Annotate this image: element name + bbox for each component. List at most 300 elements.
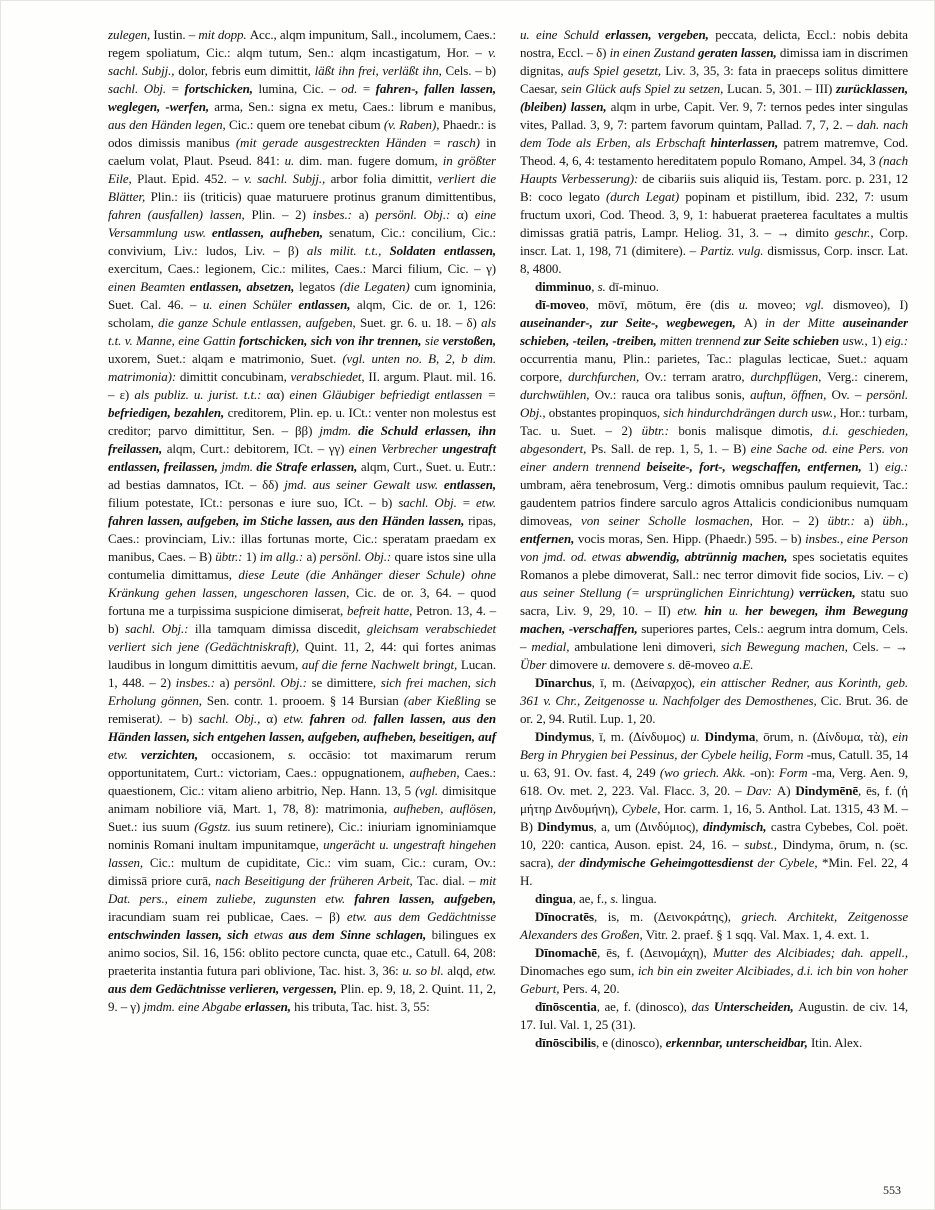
text-segment: a) (219, 675, 235, 690)
text-segment: od. (351, 711, 374, 726)
text-segment: dingua (535, 891, 573, 906)
text-segment: sich hindurchdrängen durch usw., (663, 405, 840, 420)
text-segment: Plin. ep. 9, 18, 2. Quint. 11, 2, 9. – γ) (108, 981, 496, 1014)
entry-dinoscentia (520, 998, 908, 1034)
text-segment: Cels. – → (852, 639, 908, 654)
text-segment: in größter Eile, (108, 153, 496, 186)
text-segment: geschr., (834, 225, 880, 240)
text-segment: quare istos sine ulla contumelia dimittamus, (108, 549, 496, 582)
text-segment: , mōvī, mōtum, ēre (dis (585, 297, 739, 312)
text-segment: sachl. Obj.: (125, 621, 195, 636)
text-segment: s. (597, 279, 609, 294)
text-segment: aufheben, (409, 765, 465, 780)
text-segment: Cic.: multum de cupiditate, Cic.: vim suam, Cic.: curam, Ov.: dimissā priore curā, (108, 855, 497, 888)
text-segment: bilingues ex animo socios, Sil. 16, 156: oblito pectore cuncta, quae etc., Catull. 64, 208: praeterita instantia futura pari oblivione, Tac. hist. 3, 36: (108, 927, 496, 978)
text-segment: ich bin ein zweiter Alcibiades, d.i. ich bin von hoher Geburt, (520, 963, 908, 996)
text-segment: , e (dinosco), (595, 1035, 666, 1050)
text-segment: ein Berg in Phrygien bei Pessinus, der Cybele heilig, Form (520, 729, 908, 762)
text-segment: persönl. Obj.: (375, 207, 457, 222)
text-segment: erkennbar, unterscheidbar, (665, 1035, 811, 1050)
text-segment: in einen Zustand (609, 45, 698, 60)
text-segment: peccata, delicta, Eccl.: nobis debita nostra, Eccl. – δ) (520, 27, 908, 60)
text-segment: Partiz. vulg. (700, 243, 768, 258)
text-segment: das (691, 999, 714, 1014)
text-segment: ambulatione leni dimoveri, (574, 639, 721, 654)
text-segment: vocis moras, Sen. Hipp. (Phaedr.) 595. – b) (577, 531, 806, 546)
text-segment: persönl. Obj.: (319, 549, 395, 564)
text-segment: dī-minuo. (608, 279, 659, 294)
text-segment: Dindyma, ōrum, n. (sc. sacra), (520, 837, 909, 870)
text-segment: im allg.: (259, 549, 307, 564)
text-segment: alqm, Cic. de or. 1, 126: scholam, (108, 297, 497, 330)
text-segment: occasionem, (211, 747, 288, 762)
text-segment: etwas (253, 927, 289, 942)
text-segment: dimovere (549, 657, 601, 672)
text-segment: cum ignominia, Suet. Cal. 46. – (108, 279, 496, 312)
text-segment: creditorem, Plin. ep. u. ICt.: venter non molestus est creditor; parvo dimittitur, Sen. – ββ) (108, 405, 496, 438)
text-segment: αα) (266, 387, 290, 402)
text-segment: Hor.: turbam, Tac. u. Suet. – 2) (520, 405, 909, 438)
text-segment: *Min. Fel. 22, 4 H. (520, 855, 909, 888)
text-segment: ungerächt u. ungestraft hingehen lassen, (108, 837, 496, 870)
text-segment: od. (341, 81, 363, 96)
text-segment: Dindymus (537, 819, 594, 834)
text-segment: u. (728, 603, 746, 618)
text-segment: Soldaten entlassen, (389, 243, 496, 258)
text-segment: Dīnomachē (535, 945, 597, 960)
text-segment: lumina, Cic. – (258, 81, 342, 96)
text-segment: beiseite-, fort-, wegschaffen, entfernen, (646, 459, 869, 474)
text-segment: Ov.: rauca ora talibus sonis, (594, 387, 751, 402)
text-segment: de cibariis suis aliquid iis, Testam. porc. p. 231, 12 B: coco legato (520, 171, 908, 204)
text-segment: sie (424, 333, 443, 348)
text-segment: se remiserat (108, 693, 497, 726)
text-segment: se dimittere, (311, 675, 381, 690)
text-segment: Dindymēnē (795, 783, 859, 798)
entry-dinocrates (520, 908, 908, 944)
text-segment: sachl. Obj. (398, 495, 463, 510)
text-segment: jmd. aus seiner Gewalt usw. (284, 477, 444, 492)
text-segment: befriedigen, bezahlen, (108, 405, 228, 420)
text-segment: bonis malisque dimotis, (678, 423, 823, 438)
text-segment: ripas, Caes.: provinciam, Liv.: illas fortunas morte, Cic.: speratam praedam ex manibus, Caes. – B) (108, 513, 496, 564)
text-segment: befreit hatte, (346, 603, 417, 618)
text-segment: exercitum, Caes.: legionem, Cic.: milites, Caes.: Marci filium, Cic. – γ) (108, 261, 496, 276)
text-segment: eine Versammlung usw. (108, 207, 496, 240)
text-segment: durchpflügen, (750, 369, 828, 384)
text-segment: insbes.: (312, 207, 359, 222)
text-segment: (die Legaten) (339, 279, 415, 294)
text-segment: dīnōscentia (535, 999, 597, 1014)
text-segment: diese Leute (die Anhänger dieser Schule) ohne Kränkung gehen lassen, ungeschoren lassen, (108, 567, 496, 600)
text-segment: dimissa iam in discrimen dignitas, (520, 45, 908, 78)
text-segment: Corp. inscr. Lat. 1, 198, 71 (dimitere). – (520, 225, 908, 258)
text-segment: Dīnarchus (535, 675, 592, 690)
text-segment: fahren (ausfallen) lassen, (108, 207, 252, 222)
text-segment: hinterlassen, (710, 135, 784, 150)
text-segment: usw., (842, 333, 872, 348)
text-segment: übtr.: (827, 513, 864, 528)
text-segment: , (591, 279, 598, 294)
text-segment: läßt ihn frei, verläßt ihn, (314, 63, 446, 78)
text-segment: Augustin. de civ. 14, 17. Iul. Val. 1, 25 (31). (520, 999, 908, 1032)
text-segment: Caes.: quaestionem, Cic.: vitam alieno arbitrio, Nep. Hann. 13, 5 (108, 765, 496, 798)
text-segment: fahren lassen, aufgeben, (354, 891, 497, 906)
text-segment: aus dem Gedächtnisse verlieren, vergessen, (108, 981, 341, 996)
text-segment: Itin. Alex. (810, 1035, 863, 1050)
text-segment: a) (358, 207, 376, 222)
text-segment: Dīnocratēs (535, 909, 594, 924)
text-segment: Dinomaches ego sum, (520, 963, 638, 978)
text-segment: dindymisch, (702, 819, 771, 834)
text-segment: fortschicken, (184, 81, 259, 96)
text-segment: Über (520, 657, 550, 672)
text-segment: alqm, Curt.: debitorem, ICt. – γγ) (166, 441, 349, 456)
text-segment: illa tamquam dimissa discedit, (194, 621, 367, 636)
text-segment: Suet. gr. 6. u. 18. – δ) (360, 315, 482, 330)
text-segment: verstoßen, (442, 333, 496, 348)
text-segment: zurücklassen, (bleiben) lassen, (520, 81, 908, 114)
text-segment: entfernen, (520, 531, 578, 546)
entry-dimitto-continuation (108, 26, 496, 1016)
text-segment: = (462, 495, 477, 510)
text-segment: etw. (283, 711, 310, 726)
text-segment: entlassen, (298, 297, 357, 312)
text-segment: medial, (531, 639, 575, 654)
text-segment: – b) (169, 711, 199, 726)
text-segment: mit dopp. (198, 27, 250, 42)
text-segment: Lucan. 5, 301. – III) (726, 81, 836, 96)
text-segment: (vgl. unten no. B, 2, b dim. matrimonia): (108, 351, 496, 384)
text-segment: nach Beseitigung der früheren Arbeit, (215, 873, 417, 888)
text-segment: (mit gerade ausgestreckten Händen = rasch) (235, 135, 487, 150)
text-segment: arbor folia dimittit, (330, 171, 438, 186)
text-segment: jmdm. (221, 459, 257, 474)
text-segment: der (558, 855, 580, 870)
text-segment: a) (306, 549, 320, 564)
text-segment: (aber Kießling (403, 693, 486, 708)
entry-dinarchus (520, 674, 908, 728)
text-segment: legatos (298, 279, 340, 294)
entry-dindymus (520, 728, 908, 890)
text-segment: dimminuo (535, 279, 592, 294)
text-segment: hin (704, 603, 729, 618)
text-segment: ius suum retinere), Cic.: iniuriam ignominiamque nominis Romani inultam impunitamque, (108, 819, 496, 852)
text-segment: castra Cybebes, Col. poët. 10, 220: cantica, Auson. epist. 24, 16. – (520, 819, 908, 852)
text-segment: Ps. Sall. de rep. 1, 5, 1. – B) (591, 441, 751, 456)
text-segment: dindymische Geheimgottesdienst (579, 855, 758, 870)
text-segment: auseinander schieben, -teilen, -treiben, (520, 315, 909, 348)
text-segment: in caelum volat, Plaut. Pseud. 841: (108, 135, 496, 168)
text-segment: übh., (882, 513, 908, 528)
text-segment: Unterscheiden, (713, 999, 799, 1014)
text-segment: (vgl. (415, 783, 443, 798)
text-segment: Sen. contr. 1. prooem. § 14 Bursian (206, 693, 404, 708)
text-segment: subst., (744, 837, 783, 852)
text-segment: spes societatis equites Romanos a plebe dimoverat, Sall.: nec terror dimovit fide socios, Liv. – c) (520, 549, 908, 582)
text-segment: abwendig, abtrünnig machen, (626, 549, 793, 564)
text-segment: Liv. 3, 35, 3: fata in praeceps solitus dimittere Caesar, (520, 63, 908, 96)
column-left (108, 26, 496, 1052)
text-segment: verrücken, (799, 585, 861, 600)
text-segment: s. (667, 657, 679, 672)
text-segment: etw. (677, 603, 705, 618)
text-segment: α) (266, 711, 284, 726)
text-segment: senatum, Cic.: concilium, Cic.: convivium, Liv.: ludos, Liv. – β) (108, 225, 497, 258)
text-segment: occurrentia manu, Plin.: parietes, Tac.: plagulas lecticae, Suet.: aquam corpore, (520, 351, 908, 384)
text-segment: sachl. Obj. (108, 81, 172, 96)
text-segment: u. (738, 297, 758, 312)
text-segment: arma, Sen.: signa ex metu, Caes.: librum e manibus, (214, 99, 496, 114)
text-segment: Verg.: cinerem, (827, 369, 908, 384)
text-segment: aus dem Sinne schlagen, (288, 927, 432, 942)
text-columns (108, 26, 908, 1052)
text-segment: erlassen, vergeben, (605, 27, 716, 42)
text-segment: sein Glück aufs Spiel zu setzen, (561, 81, 727, 96)
text-segment: obstantes propinquos, (548, 405, 664, 420)
column-right (520, 26, 908, 1052)
text-segment: jmdm. eine Abgabe (143, 999, 245, 1014)
entry-di-moveo (520, 296, 908, 674)
text-segment: Quint. 11, 2, 44: qui fortes animas laudibus in longum dimittitis aevum, (108, 639, 496, 672)
text-segment: Dindyma (704, 729, 756, 744)
text-segment: durchfurchen, (568, 369, 646, 384)
text-segment: iracundiam suam rei publicae, Caes. – β) (108, 909, 347, 924)
entry-dimminuo (520, 278, 908, 296)
text-segment: sich frei machen, sich Erholung gönnen, (108, 675, 497, 708)
text-segment: jmdm. (319, 423, 359, 438)
text-segment: etw. aus dem Gedächtnisse (346, 909, 496, 924)
text-segment: von seiner Scholle losmachen, (581, 513, 762, 528)
text-segment: u. (690, 729, 705, 744)
page-number: 553 (883, 1183, 901, 1197)
text-segment: Hor. carm. 1, 16, 5. Anthol. Lat. 1315, 43 M. – B) (520, 801, 908, 834)
text-segment: insbes.: (175, 675, 220, 690)
text-segment: Hor. – 2) (761, 513, 828, 528)
text-segment: auseinander-, zur Seite-, wegbewegen, (520, 315, 744, 330)
text-segment: s. (610, 891, 622, 906)
text-segment: verzichten, (141, 747, 212, 762)
text-segment: als publiz. u. jurist. t.t.: (134, 387, 267, 402)
text-segment: Iustin. – (153, 27, 199, 42)
text-segment: (Ggstz. (194, 819, 236, 834)
text-segment: entlassen, (443, 477, 496, 492)
text-segment: Cic.: quem ore tenebat cibum (229, 117, 384, 132)
text-segment: geraten lassen, (697, 45, 780, 60)
text-segment: dismoveo), I) (833, 297, 909, 312)
text-segment: Lucan. 1, 448. – 2) (108, 657, 496, 690)
text-segment: , ī, m. (Δίνδυμος) (591, 729, 691, 744)
text-segment: filium potestate, ICt.: personas e iure suo, ICt. – b) (108, 495, 399, 510)
text-segment: uxorem, Suet.: alqam e matrimonio, Suet. (108, 351, 343, 366)
text-segment: (nach Haupts Verbesserung): (520, 153, 908, 186)
text-segment: etw. (476, 495, 496, 510)
text-segment: fahren-, fallen lassen, weglegen, -werfen, (108, 81, 497, 114)
text-segment: aus den Händen legen, (108, 117, 230, 132)
text-segment: Plin. – 2) (251, 207, 313, 222)
text-segment: verliert die Blätter, (108, 171, 496, 204)
text-segment: popinam et pistillum, ibid. 232, 7: usum fructum uxori, Cod. Theod. 3, 9, 1: habuerat praeterea facultates a multis dimissas gratiā patris, Lampr. Heliog. 31, 3. – → dimito (520, 189, 908, 240)
text-segment: dim. man. fugere domum, (299, 153, 443, 168)
text-segment: als t.t. v. Manne, eine Gattin (108, 315, 496, 348)
text-segment: vgl. (805, 297, 834, 312)
text-segment: eine Sache od. eine Pers. von einer andern trennend (520, 441, 908, 474)
entry-dinomache (520, 944, 908, 998)
text-segment: übtr.: (641, 423, 679, 438)
text-segment: Mutter des Alcibiades; dah. appell., (712, 945, 908, 960)
text-segment: übtr.: (215, 549, 246, 564)
text-segment: , a, um (Δινδύμιος), (593, 819, 703, 834)
text-segment: die ganze Schule entlassen, aufgeben, (158, 315, 361, 330)
text-segment: umbram, aëra tenebrosum, Verg.: dimotis omnibus paulum requievit, Tac.: gaudentem patrios findere sarculo agros Attalicis condicionibus numquam dimoveas, (520, 477, 908, 528)
text-segment: , ēs, f. (Δεινομάχη), (596, 945, 713, 960)
text-segment: , ī, m. (Δείναρχος), (591, 675, 701, 690)
text-segment: dimisitque animam nobiliore viā, Mart. 1, 78, 8): matrimonia, (108, 783, 496, 816)
text-segment: eig.: (885, 459, 909, 474)
text-segment: 1) (245, 549, 260, 564)
text-segment: Pers. 4, 20. (562, 981, 620, 996)
text-segment: entlassen, aufheben, (211, 225, 330, 240)
text-segment: erlassen, (244, 999, 295, 1014)
text-segment: fahren lassen, aufgeben, im Stiche lassen, aus den Händen lassen, (108, 513, 469, 528)
text-segment: Ov.: terram aratro, (645, 369, 751, 384)
text-segment: ungestraft entlassen, freilassen, (108, 441, 496, 474)
text-segment: Phaedr.: is odos dimissis manibus (108, 117, 496, 150)
text-segment: 1) (871, 333, 886, 348)
text-segment: ein attischer Redner, aus Korinth, geb. 361 v. Chr., Zeitgenosse u. Nachfolger des Demosthenes, (520, 675, 908, 708)
text-segment: einen Verbrecher (348, 441, 443, 456)
text-segment: Cic. Brut. 36. de or. 2, 94. Rutil. Lup. 1, 20. (520, 693, 908, 726)
text-segment: dismissus, Corp. inscr. Lat. 8, 4800. (520, 243, 909, 276)
text-segment: statu suo sacra, Liv. 9, 29, 10. – II) (520, 585, 908, 618)
text-segment: zulegen, (108, 27, 154, 42)
entry-dingua (520, 890, 908, 908)
text-segment: aufheben, auflösen, (393, 801, 496, 816)
text-segment: Ov. – (831, 387, 867, 402)
text-segment: Cic. de or. 3, 64. – quod fortuna me a turpissima suspicione dimiserat, (108, 585, 497, 618)
text-segment: demovere (613, 657, 668, 672)
text-segment: u. (600, 657, 614, 672)
text-segment: Petron. 13, 4. – b) (108, 603, 497, 636)
text-segment: Dav: (746, 783, 777, 798)
text-segment: die Strafe erlassen, (256, 459, 361, 474)
entry-dinoscibilis (520, 1034, 908, 1052)
text-segment: mit Dat. pers., einem zuliebe, zugunsten etw. (108, 873, 496, 906)
text-segment: his tributa, Tac. hist. 3, 55: (294, 999, 430, 1014)
text-segment: v. sachl. Subjj., (108, 45, 496, 78)
text-segment: = (362, 81, 376, 96)
text-segment: sich Bewegung machen, (720, 639, 853, 654)
text-segment: a) (863, 513, 883, 528)
text-segment: α) (456, 207, 475, 222)
text-segment: persönl. Obj., (520, 387, 908, 420)
text-segment: a.E. (732, 657, 754, 672)
text-segment: patrem matremve, Cod. Theod. 4, 6, 4: testamento hereditatem populo Romano, Ampel. 34, 3 (520, 135, 909, 168)
text-segment: , ēs, f. (ἡ μήτηρ Δινδυμήνη), (520, 783, 908, 816)
text-segment: Acc., alqm impunitum, Sall., incolumem, Caes.: regem spoliatum, Cic.: alqm tutum, Sen.: alqm incastigatum, Hor. – (108, 27, 496, 60)
text-segment: in der Mitte (765, 315, 843, 330)
text-segment: persönl. Obj.: (234, 675, 312, 690)
text-segment: -on): (749, 765, 780, 780)
text-segment: insbes., eine Person von jmd. od. etwas (520, 531, 908, 564)
text-segment: , is, m. (Δεινοκράτης), (593, 909, 742, 924)
text-segment: v. sachl. Subjj., (243, 171, 331, 186)
text-segment: gleichsam verabschiedet verliert sich jene (Gedächtniskraft), (108, 621, 497, 654)
text-segment: entschwinden lassen, sich (108, 927, 254, 942)
text-segment: fahren (309, 711, 352, 726)
text-segment: Plin.: iis (triticis) quae maturuere protinus granum dimittentibus, (150, 189, 496, 204)
text-segment: A) (743, 315, 766, 330)
text-segment: eig.: (885, 333, 909, 348)
text-segment: einen Gläubiger befriedigt entlassen = (289, 387, 496, 402)
text-segment: s. (287, 747, 310, 762)
text-segment: Tac. dial. – (416, 873, 480, 888)
text-segment: her bewegen, ihm Bewegung machen, -verschaffen, (520, 603, 909, 636)
text-segment: superiores partes, Cels.: aegrum intra domum, Cels. – (520, 621, 908, 654)
text-segment: (durch Legat) (606, 189, 686, 204)
text-segment: , ae, f. (dinosco), (596, 999, 692, 1014)
text-segment: , ōrum, n. (Δίνδυμα, τὰ), (755, 729, 893, 744)
text-segment: Form (779, 765, 812, 780)
text-segment: Suet.: ius suum (108, 819, 195, 834)
text-segment: alqm, Curt., Suet. u. Eutr.: ad bestias damnatos, ICt. – δδ) (108, 459, 496, 492)
text-segment: -mus, Catull. 35, 14 u. 63, 91. Ov. fast. 4, 249 (520, 747, 908, 780)
text-segment: = (171, 81, 185, 96)
text-segment: auf die ferne Nachwelt bringt, (301, 657, 461, 672)
text-segment: (wo griech. Akk. (659, 765, 750, 780)
text-segment: dah. nach dem Tode als Erben, als Erbschaft (520, 117, 908, 150)
text-segment: dolor, febris eum dimittit, (178, 63, 315, 78)
entry-dimitto-end (520, 26, 908, 278)
text-segment: alqd, (447, 963, 477, 978)
text-segment: etw. (476, 963, 496, 978)
text-segment: A) (776, 783, 796, 798)
text-segment: mitten trennend (660, 333, 744, 348)
text-segment: aufs Spiel gesetzt, (567, 63, 666, 78)
text-segment: zur Seite schieben (743, 333, 843, 348)
text-segment: -ma, Verg. Aen. 9, 618. Ov. met. 2, 223. Val. Flacc. 3, 20. – (520, 765, 909, 798)
text-segment: u. (284, 153, 300, 168)
text-segment: dīnōscibilis (535, 1035, 596, 1050)
text-segment: Cybele, (621, 801, 665, 816)
text-segment: u. eine Schuld (520, 27, 606, 42)
text-segment: d.i. geschieden, abgesondert, (520, 423, 908, 456)
text-segment: verabschiedet, (290, 369, 369, 384)
text-segment: auftun, öffnen, (750, 387, 832, 402)
text-segment: entlassen, absetzen, (189, 279, 299, 294)
text-segment: 1) (868, 459, 886, 474)
text-segment: II. argum. Plaut. mil. 16. – ε) (108, 369, 497, 402)
text-segment: einen Beamten (108, 279, 190, 294)
text-segment: moveo; (757, 297, 806, 312)
text-segment: als milit. t.t., (306, 243, 390, 258)
text-segment: der Cybele, (757, 855, 822, 870)
text-segment: etw. (108, 747, 142, 762)
text-segment: Plaut. Epid. 452. – (137, 171, 244, 186)
text-segment: lingua. (621, 891, 657, 906)
text-segment: Cels. – b) (445, 63, 496, 78)
text-segment: occāsio: tot maximarum rerum opportunitatem, Curt.: victoriam, Caes.: oppugnationem, (108, 747, 497, 780)
text-segment: die Schuld erlassen, ihn freilassen, (108, 423, 496, 456)
text-segment: (v. Raben), (383, 117, 443, 132)
text-segment: Vitr. 2. praef. § 1 sqq. Val. Max. 1, 4. ext. 1. (645, 927, 870, 942)
text-segment: aus seiner Stellung (= ursprünglichen Einrichtung) (520, 585, 800, 600)
text-segment: , ae, f., (572, 891, 611, 906)
text-segment: sachl. Obj., (198, 711, 267, 726)
text-segment: fallen lassen, aus den Händen lassen, sich entgehen lassen, aufgeben, aufheben, beseitigen, auf (108, 711, 496, 744)
text-segment: fortschicken, sich von ihr trennen, (238, 333, 425, 348)
text-segment: alqm in urbe, Capit. Ver. 9, 7: ternos pedes inter singulas vites, Pallad. 3, 9, 7: partem favorum quintam, Pallad. 7, 7, 2. – (520, 99, 908, 132)
